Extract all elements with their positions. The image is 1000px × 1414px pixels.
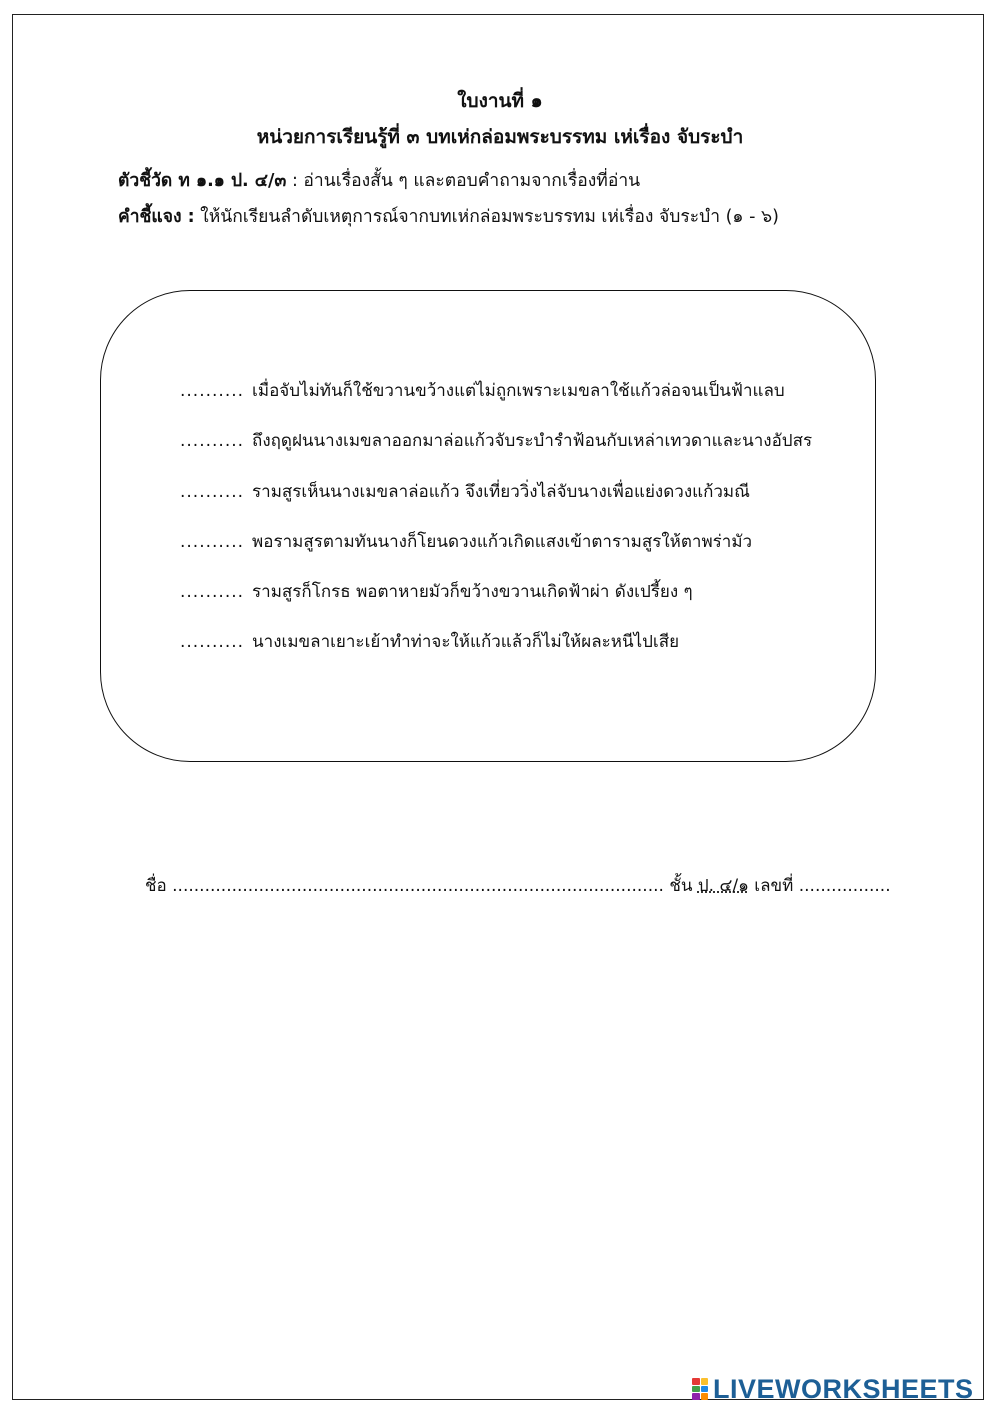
liveworksheets-logo [692,1374,974,1404]
event-text: เมื่อจับไม่ทันก็ใช้ขวานขว้างแต่ไม่ถูกเพราะเมขลาใช้แก้วล่อจนเป็นฟ้าแลบ [252,381,785,401]
order-blank[interactable]: .......... [180,431,245,451]
unit-title: หน่วยการเรียนรู้ที่ ๓ บทเห่กล่อมพระบรรทม เห่เรื่อง จับระบำ [256,126,744,148]
order-blank[interactable]: .......... [180,582,245,602]
number-label: เลขที่ [754,876,794,896]
event-item [180,478,750,505]
indicator-label: ตัวชี้วัด ท ๑.๑ ป. ๔/๓ [118,171,287,191]
events-box [100,290,876,762]
instruction-text: ให้นักเรียนลำดับเหตุการณ์จากบทเห่กล่อมพระบรรทม เห่เรื่อง จับระบำ (๑ - ๖) [194,207,779,227]
indicator-text: : อ่านเรื่องสั้น ๆ และตอบคำถามจากเรื่องที่อ่าน [286,171,641,191]
indicator-line [118,166,640,194]
worksheet-title: ใบงานที่ ๑ [457,90,543,112]
event-text: รามสูรเห็นนางเมขลาล่อแก้ว จึงเที่ยววิ่งไล่จับนางเพื่อแย่งดวงแก้วมณี [252,482,750,502]
student-info-line [145,872,891,899]
event-item [180,427,812,454]
logo-text: LIVEWORKSHEETS [713,1373,974,1404]
event-text: ถึงฤดูฝนนางเมขลาออกมาล่อแก้วจับระบำรำฟ้อนกับเหล่าเทวดาและนางอัปสร [252,431,813,451]
class-value: ป. ๔/๑ [697,876,749,896]
order-blank[interactable]: .......... [180,632,245,652]
name-blank[interactable]: ........................................................................................... [172,876,664,896]
event-text: นางเมขลาเยาะเย้าทำท่าจะให้แก้วแล้วก็ไม่ให้ผละหนีไปเสีย [252,632,680,652]
order-blank[interactable]: .......... [180,482,245,502]
event-text: พอรามสูรตามทันนางก็โยนดวงแก้วเกิดแสงเข้าตารามสูรให้ตาพร่ามัว [252,532,753,552]
event-text: รามสูรก็โกรธ พอตาหายมัวก็ขว้างขวานเกิดฟ้าผ่า ดังเปรี้ยง ๆ [252,582,693,602]
event-item [180,578,693,605]
number-blank[interactable]: ................. [798,876,891,896]
event-item [180,528,752,555]
instruction-label: คำชี้แจง : [118,207,195,227]
class-label: ชั้น [669,876,693,896]
order-blank[interactable]: .......... [180,532,245,552]
instruction-line [118,202,779,230]
logo-grid-icon [692,1378,708,1400]
order-blank[interactable]: .......... [180,381,245,401]
name-label: ชื่อ [145,876,167,896]
event-item [180,377,785,404]
event-item [180,628,679,655]
